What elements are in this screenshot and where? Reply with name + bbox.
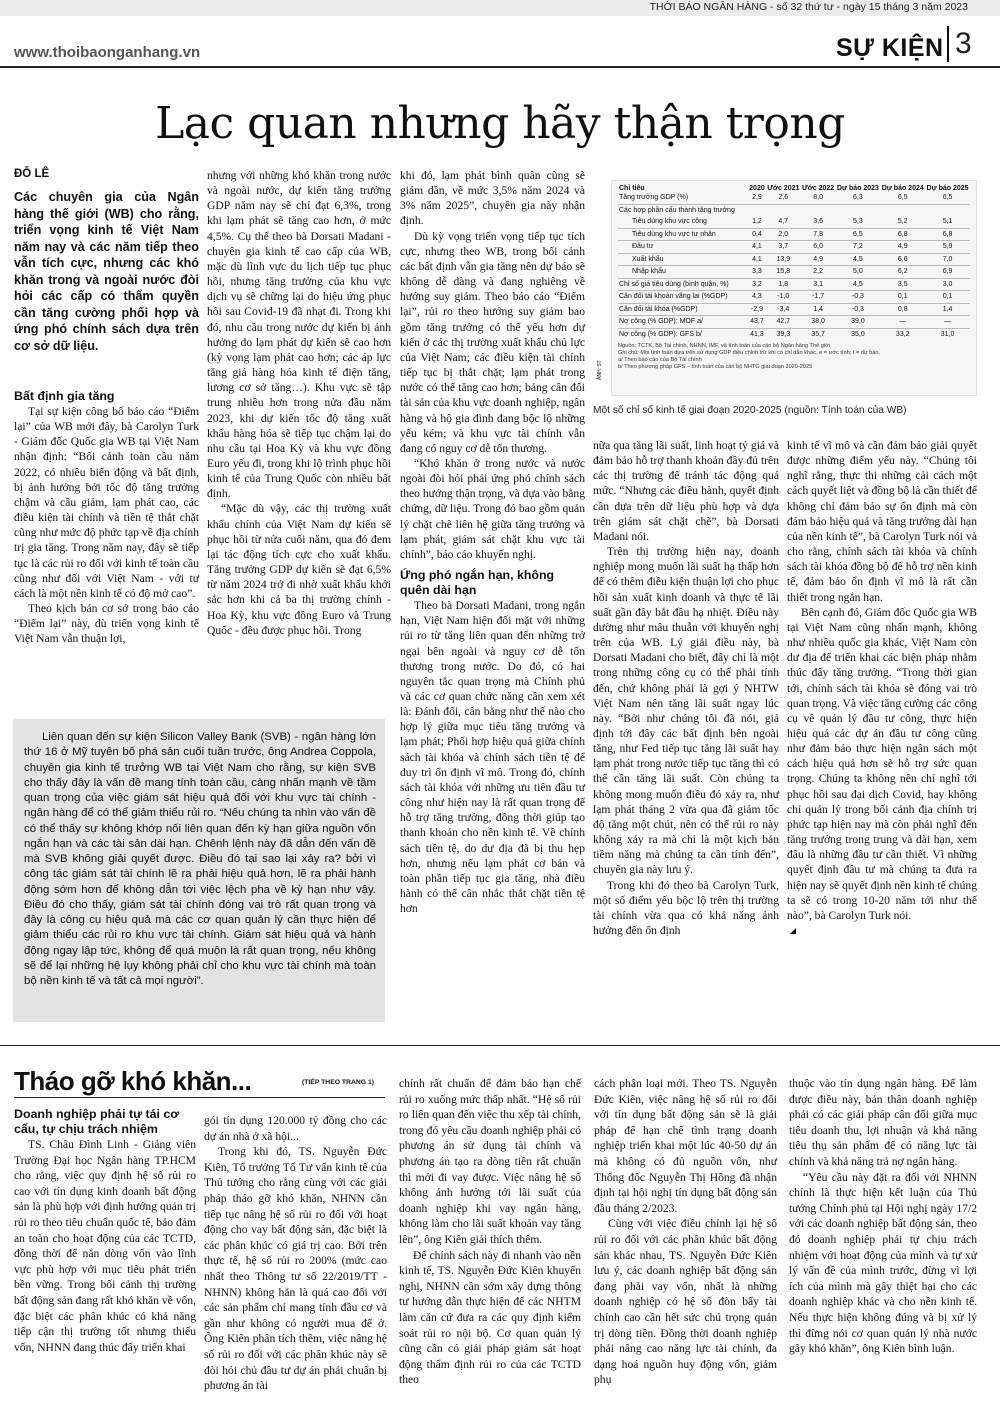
table-row: [618, 278, 970, 291]
table-cell: 5,2: [897, 218, 908, 226]
indicators-table: [618, 185, 970, 340]
table-row-label: Nhập khẩu: [618, 266, 748, 279]
second-subhead: Doanh nghiệp phải tự tái cơ cấu, tự chịu trách nhiệm: [14, 1107, 180, 1136]
table-cell: 6,9: [925, 266, 970, 279]
table-cell: 13,9: [766, 253, 801, 266]
table-cell: 3,5: [880, 278, 925, 291]
table-cell: 5,0: [836, 266, 881, 279]
indicators-figure: [593, 166, 989, 420]
table-cell: 0,8: [880, 303, 925, 316]
paragraph: Trên thị trường hiện nay, doanh nghiệp mong muốn lãi suất hạ thấp hơn để có thêm điều kiện thuận lợi cho phục hồi sản xuất kinh doanh và thực tế lãi suất gần đây bắt đầu hạ nhiệt. Điều này dường như mâu thuẫn với khuyến nghị trên của WB. Lý giải điều này, bà Dorsati Madani cho biết, đây chỉ là một trong những công cụ có thể phải tính đến, chứ không phải là gợi ý NHTW Việt Nam nên tăng lãi suất ngay lúc này. “Bởi như chúng tôi đã nói, giả định tới đây các bất định bên ngoài tăng, như Fed tiếp tục tăng lãi suất hay lạm phát trong nước tiếp tục tăng thì có thể cần tăng lãi suất. Còn chúng ta không mong muốn điều đó xảy ra, như lạm phát tháng 2 vừa qua đã giảm tốc độ tăng một chút, nên có thể rủi ro này không xảy ra mà chỉ là một kịch bản tiềm năng mà chúng ta cần tính đến”, chuyên gia này lưu ý.: [593, 545, 779, 877]
table-row-label: Tiêu dùng khu vực tư nhân: [618, 228, 748, 241]
article-headline: Lạc quan nhưng hãy thận trọng: [155, 98, 845, 149]
table-cell: —: [880, 316, 925, 329]
table-cell: [880, 204, 925, 216]
table-cell: 3,2: [748, 278, 766, 291]
table-cell: 1,4: [925, 303, 970, 316]
table-cell: 1,4: [801, 303, 836, 316]
paragraph: Theo bà Dorsati Madani, trong ngắn hạn, Việt Nam hiện đối mặt với những rủi ro từ tăng liên quan đến những trở ngại bên ngoài và nguy cơ dễ tổn thương trong nước. Do đó, có hai nguyên tắc quan trọng mà Chính phủ và các cơ quan chức năng cần xem xét là: Đánh đổi, cân bằng như thế nào cho hợp lý giữa mục tiêu tăng trưởng và lạm phát; Phối hợp hiệu quả giữa chính sách tài khóa và chính sách tiền tệ để duy trì ổn định vĩ mô. Trong đó, chính sách tài khóa với những ưu tiên đầu tư công như hiện nay là rất quan trọng để hỗ trợ tăng trưởng, đồng thời giúp tạo thanh khoản cho nền kinh tế. Về chính sách tiền tệ, do dư địa đã bị thu hẹp hơn, nhưng nếu lạm phát cơ bản và toàn phần tiếp tục gia tăng, nhà điều hành có thể cân nhắc thắt chặt tiền tệ hơn: [400, 599, 585, 916]
paragraph: Để chính sách này đi nhanh vào nền kinh tế, TS. Nguyễn Đức Kiên khuyến nghị, NHNN cần sớm xây dựng thông tư hướng dẫn thực hiện để các NHTM làm căn cứ đưa ra các quy định kiểm soát rủi ro nội bộ. Cơ quan quản lý cũng cần có giải pháp giám sát hoạt động thẩm định rủi ro của các TCTD theo: [399, 1248, 581, 1387]
table-cell: -0,3: [836, 291, 881, 304]
table-cell: [925, 204, 970, 216]
paragraph: gói tín dụng 120.000 tỷ đồng cho các dự án nhà ở xã hội...: [204, 1114, 387, 1143]
paragraph: “Yêu cầu này đặt ra đối với NHNN chính là thực hiện kết luận của Thủ tướng Chính phủ tại Hội nghị ngày 17/2 với các doanh nghiệp bất động sản, theo đó doanh nghiệp phải tự chịu trách nhiệm với hoạt động của mình và tự xử lý vấn đề của mình trước, đừng vì lợi ích của mình mà gây thiệt hại cho các doanh nghiệp khác và cho nền kinh tế. Nếu thực hiện không đúng và bị xử lý thì đừng nói cơ quan quản lý nhà nước gây khó khăn”, ông Kiên bình luận.: [789, 1170, 977, 1356]
second-headline: Tháo gỡ khó khăn...: [14, 1066, 252, 1096]
table-cell: 3,1: [801, 278, 836, 291]
byline: ĐỖ LÊ: [14, 168, 50, 180]
paragraph: nữa qua tăng lãi suất, linh hoạt tỷ giá và đảm bảo hỗ trợ thanh khoản đầy đủ trên các thị trường để tránh tác động quá mức. “Nhưng các điều hành, quyết định cần dựa trên dữ liệu phù hợp và dựa trên giám sát chặt chẽ”, bà Dorsati Madani nói.: [593, 439, 779, 543]
table-cell: -0,3: [836, 303, 881, 316]
masthead-rule: [0, 66, 1000, 68]
table-header-cell: Dự báo 2024: [881, 185, 924, 192]
second-col-2: [204, 1113, 387, 1394]
table-cell: 4,9: [801, 253, 836, 266]
paragraph: Theo kịch bản cơ sở trong báo cáo “Điểm lại” này, dù triển vọng kinh tế Việt Nam vẫn thuận lợi,: [14, 602, 199, 646]
table-cell: -1,0: [766, 291, 801, 304]
table-cell: 4,5: [836, 278, 881, 291]
table-cell: [836, 204, 881, 216]
table-note: Ghi chú: Mọi tính toán dựa trên sử dụng GDP điều chỉnh trừ khi có chỉ dẫn khác. e = ước tính; f = dự báo.: [618, 350, 881, 357]
table-row-label: Đầu tư: [618, 241, 748, 254]
paragraph: Liên quan đến sự kiện Silicon Valley Bank (SVB) - ngân hàng lớn thứ 16 ở Mỹ tuyên bố phá sản cuối tuần trước, ông Andrea Coppola, chuyên gia kinh tế trưởng WB tại Việt Nam cho rằng, sự kiện SVB cho thấy đây là vấn đề mang tính toàn cầu, càng nhấn mạnh về tầm quan trọng của việc giám sát hiệu quả đối với khu vực tài chính - ngân hàng để có thể giảm thiểu rủi ro. “Nếu chúng ta nhìn vào vấn đề có thể thấy sự không khớp nối liên quan đến kỳ hạn giữa nguồn vốn ngắn hạn và các tài sản dài hạn. Chênh lệnh này đã dẫn đến vấn đề mà SVB không giải quyết được. Điều đó tại sao lại xảy ra? bởi vì công tác giám sát tài chính lẽ ra phải hiệu quả hơn, lẽ ra phải hành động sớm hơn để không dẫn tới việc lệch pha về kỳ hạn như vậy. Điều đó cho thấy, giám sát tài chính đóng vai trò rất quan trọng và đây là công cụ hiệu quả mà các cơ quan quản lý cần thực hiện để giảm thiểu các rủi ro khu vực tài chính. Giám sát hiệu quả và hành động ngay lập tức, không để quá muộn là rất quan trọng, nếu không sẽ để lại những hệ lụy không phải chỉ cho khu vực tài chính mà toàn bộ nền kinh tế và tất cả mọi người”.: [24, 731, 376, 987]
table-row-label: Nợ công (% GDP): GFS b/: [618, 328, 748, 340]
second-col-1: [14, 1107, 196, 1355]
table-cell: 6,0: [801, 241, 836, 254]
paragraph: Trong khi đó, TS. Nguyễn Đức Kiên, Tổ trưởng Tổ Tư vấn kinh tế của Thủ tướng cho rằng cùng với các giải pháp tháo gỡ khó khăn, NHNN cần tiếp tục nâng hệ số rủi ro đối với hoạt động cho vay bất động sản, đặc biệt là các phân khúc có giá trị cao. Bởi trên thực tế, hệ số rủi ro 200% (mức cao nhất theo Thông tư số 22/2019/TT - NHNN) không hẳn là quá cao đối với các sản phẩm chỉ mang tính đầu cơ và gần như không có người mua để ở. Ông Kiên phân tích thêm, việc nâng hệ số rủi ro đối với các phân khúc này sẽ đòi hỏi chủ đầu tư dự án phải chuẩn bị phương án tài: [204, 1145, 387, 1393]
table-cell: 2,6: [778, 194, 789, 202]
table-cell: 4,9: [880, 241, 925, 254]
table-row-label: Chỉ số giá tiêu dùng (bình quân, %): [618, 278, 748, 291]
table-cell: 6,3: [853, 194, 863, 202]
second-rule: [14, 1097, 385, 1098]
table-row: [618, 192, 970, 204]
table-row: [618, 228, 970, 241]
table-cell: 0,4: [748, 228, 766, 241]
website-url[interactable]: www.thoibaonganhang.vn: [14, 44, 201, 61]
table-cell: 4,7: [778, 218, 789, 226]
table-row: [618, 266, 970, 279]
table-header-cell: Ước 2021: [767, 185, 800, 192]
article-col-4: [593, 438, 779, 938]
issue-info: THỜI BÁO NGÂN HÀNG - số 32 thứ tư - ngày 15 tháng 3 năm 2023: [649, 1, 968, 13]
table-cell: 3,0: [925, 278, 970, 291]
paragraph: “Khó khăn ở trong nước và nước ngoài đòi hỏi phải ứng phó chính sách theo hướng thận trọng, và dựa vào bằng chứng, dữ liệu. Trong đó bao gồm quản lý chặt chẽ liên hệ giữa tăng trưởng và lạm phát, giám sát chặt khu vực tài chính”, báo cáo khuyến nghị.: [400, 456, 585, 561]
table-cell: -3,4: [766, 303, 801, 316]
table-row-label: Các hợp phần cấu thành tăng trưởng: [618, 204, 748, 216]
table-cell: 4,1: [748, 253, 766, 266]
sapo: Các chuyên gia của Ngân hàng thế giới (WB) cho rằng, triển vọng kinh tế Việt Nam năm nay và các năm tiếp theo vẫn tích cực, nhưng các khó khăn trong và ngoài nước đòi hỏi các cấp có thẩm quyền cần tăng cường phối hợp và ứng phó chính sách dựa trên cơ sở dữ liệu.: [14, 190, 199, 353]
paragraph: TS. Châu Đình Linh - Giảng viên Trường Đại học Ngân hàng TP.HCM cho rằng, việc quy định hệ số rủi ro cao với tín dụng kinh doanh bất động sản là phù hợp với định hướng quản trị rủi ro theo tiêu chuẩn quốc tế, bảo đảm an toàn cho hoạt động của các TCTD, đồng thời để nắn dòng vốn vào lĩnh vực phù hợp với mục tiêu phát triển bền vững. Trong bối cảnh thị trường bất động sản đang rất khó khăn về vốn, đặc biệt các phân khúc có khả năng tiếp cận thị trường tốt nhưng thiếu vốn, NHNN đang thúc đẩy triển khai: [14, 1138, 196, 1354]
table-cell: 38,0: [801, 316, 836, 329]
article-col-2: [207, 168, 391, 638]
paragraph: Bên cạnh đó, Giám đốc Quốc gia WB tại Việt Nam cũng nhấn mạnh, không như nhiều quốc gia khác, Việt Nam còn dư địa để triển khai các biện pháp nhằm thúc đẩy tăng trưởng. “Trong thời gian tới, chính sách tài khóa sẽ đóng vai trò quan trọng. Và việc tăng cường các công cụ về quản lý đầu tư công, thực hiện hiệu quả các dự án đầu tư công cũng như đảm bảo thực hiện ngân sách một cách hiệu quả hơn sẽ hỗ trợ sức quan trọng. Chúng ta không nên chỉ nghĩ tới phục hồi sau đại dịch Covid, hay không chỉ quản lý trong bối cảnh địa chính trị phức tạp hiện nay mà còn phải nghĩ đến tăng trưởng trong trung và dài hạn, xem đâu là những đầu tư cần thiết. Vì những quyết định đầu tư mà chúng ta đưa ra hiện nay sẽ quyết định nền kinh tế chúng ta sẽ có trong 10-20 năm tới như thế nào”, bà Carolyn Turk nói.: [787, 605, 977, 922]
paragraph: thuộc vào tín dụng ngân hàng. Để làm được điều này, bản thân doanh nghiệp phải có các giải pháp cân đối giữa mục tiêu doanh thu, lợi nhuận và khả năng tiêu thụ sản phẩm để có năng lực tài chính và khả năng trả nợ ngân hàng.: [789, 1077, 977, 1168]
table-row: [618, 216, 970, 228]
paragraph: nhưng với những khó khăn trong nước và ngoài nước, dự kiến tăng trưởng GDP năm nay sẽ chỉ đạt 6,3%, trong khi lạm phát sẽ tăng cao hơn, ở mức 4,5%. Cụ thể theo bà Dorsati Madani - chuyên gia kinh tế cao cấp của WB, mặc dù lĩnh vực du lịch tiếp tục phục hồi, nhưng tăng trưởng của khu vực dịch vụ sẽ chững lại do hiệu ứng phục hồi sau Covid-19 đã nhạt đi. Trong khi đó, nhu cầu trong nước dự kiến bị ảnh hưởng do lạm phát dự kiến sẽ cao hơn (kỳ vọng lạm phát cao hơn; các áp lực tăng giá hàng hóa kinh tế điện tăng, lương cơ sở tăng…). Khu vực sẽ tập trung nhiều hơn trong nửa đầu năm 2023, khi dự kiến tốc độ tăng xuất khẩu hàng hóa sẽ tiếp tục chậm lại do nhu cầu tại Hoa Kỳ và khu vực đồng Euro yếu đi, trong khi lộ trình phục hồi kinh tế của Trung Quốc còn nhiều bất định.: [207, 169, 391, 501]
table-cell: 1,8: [766, 278, 801, 291]
article-col-1: [14, 389, 199, 647]
table-cell: 5,3: [853, 218, 863, 226]
table-cell: 4,5: [836, 253, 881, 266]
table-row-label: Tăng trưởng GDP (%): [619, 194, 689, 202]
page-number: 3: [947, 26, 972, 62]
table-cell: 6,6: [880, 253, 925, 266]
table-cell: 6,8: [925, 228, 970, 241]
article-divider: [0, 1045, 1000, 1046]
table-row: [618, 253, 970, 266]
subhead-response: Ứng phó ngắn hạn, không quên dài hạn: [400, 568, 555, 598]
table-row-label: Tiêu dùng khu vực công: [632, 218, 707, 226]
table-cell: 5,9: [925, 241, 970, 254]
table-cell: [801, 204, 836, 216]
table-cell: 6,2: [880, 266, 925, 279]
indicators-table-image: [611, 180, 977, 396]
table-cell: —: [925, 316, 970, 329]
table-cell: 35,7: [801, 328, 836, 340]
table-cell: 3,7: [766, 241, 801, 254]
table-row: [618, 241, 970, 254]
paragraph: cách phân loại mới. Theo TS. Nguyễn Đức Kiên, việc nâng hệ số rủi ro đối với tín dụng bất động sản sẽ là giải pháp để hạn chế tình trạng doanh nghiệp triển khai một lúc 40-50 dự án mà không có đủ nguồn vốn, như Thống đốc Nguyễn Thị Hồng đã nhận định tại hội nghị tín dụng bất động sản đầu tháng 2/2023.: [594, 1077, 777, 1215]
table-cell: 1,2: [752, 218, 762, 226]
table-row: [618, 316, 970, 329]
table-header-cell: Ước 2022: [802, 185, 835, 192]
paragraph: kinh tế vĩ mô và cần đảm bảo giải quyết được những điểm yếu này. “Chúng tôi nghĩ rằng, thực thi những cải cách một cách quyết liệt và đồng bộ là cần thiết để không chỉ đảm bảo sự ổn định mà còn đảm bảo hiệu quả và tăng trưởng dài hạn của nền kinh tế”, bà Carolyn Turk nói và cho rằng, chính sách tài khóa và chính sách tài khóa đồng bộ để hỗ trợ nền kinh tế, đảm bảo ổn định vĩ mô là rất cần thiết trong ngắn hạn.: [787, 439, 977, 604]
paragraph: Dù kỳ vọng triển vọng tiếp tục tích cực, nhưng theo WB, trong bối cảnh các bất định vẫn gia tăng nên dự báo sẽ không dễ dàng và đang nghiêng về hướng suy giảm. Theo báo cáo “Điểm lại”, rủi ro theo hướng suy giảm bao gồm tăng trưởng có thể yếu hơn dự kiến ở các thị trường xuất khẩu chủ lực của Việt Nam; các điều kiện tài chính tiếp tục bị thắt chặt; lạm phát trong nước có thể tăng cao hơn; bảng cân đối tài sản của khu vực doanh nghiệp, ngân hàng và hộ gia đình đang bộc lộ những yếu kém; và khu vực tài chính vẫn đang có nguy cơ dễ tổn thương.: [400, 229, 585, 455]
section-title: SỰ KIỆN: [836, 34, 944, 62]
table-cell: 3,6: [813, 218, 823, 226]
table-cell: 42,7: [766, 316, 801, 329]
photo-credit: ẢNH: ST: [597, 360, 603, 380]
table-cell: 31,0: [925, 328, 970, 340]
table-row: [618, 328, 970, 340]
table-row: [618, 204, 970, 216]
table-cell: 39,3: [766, 328, 801, 340]
table-header-cell: Dự báo 2025: [926, 185, 969, 192]
table-row-label: Cân đối tài khoản vãng lai (%GDP): [618, 291, 748, 304]
table-header-cell: Chỉ tiêu: [619, 185, 645, 192]
table-cell: -2,9: [748, 303, 766, 316]
table-cell: 7,0: [925, 253, 970, 266]
table-cell: 43,7: [748, 316, 766, 329]
subhead-uncertainty: Bất định gia tăng: [14, 389, 115, 403]
table-cell: 7,2: [836, 241, 881, 254]
figure-caption: Một số chỉ số kinh tế giai đoạn 2020-2025 (nguồn: Tính toán của WB): [593, 405, 907, 416]
table-cell: 8,0: [813, 194, 823, 202]
second-col-3: [399, 1076, 581, 1388]
table-note-b: b/ Theo phương pháp GFS – tính toán của cán bộ NHTG giai đoạn 2020-2025: [618, 364, 813, 371]
table-cell: 3,3: [748, 266, 766, 279]
table-source: Nguồn: TCTK, Bộ Tài chính, NHNN, IMF, và tính toán của cán bộ Ngân hàng Thế giới: [618, 343, 830, 349]
second-col-5: [789, 1076, 977, 1357]
paragraph: chính rất chuẩn để đảm bảo hạn chế rủi ro xuống mức thấp nhất. “Hệ số rủi ro liên quan đến việc thu xếp tài chính, trong đó yêu cầu doanh nghiệp phải có phương án sử dụng tài chính và phương án tạo ra dòng tiền rất chuẩn thì mới đi vay được. Việc nâng hệ số không ảnh hưởng tới lãi suất của doanh nghiệp khi vay ngân hàng, không làm cho lãi suất khoản vay tăng lên”, ông Kiên giải thích thêm.: [399, 1077, 581, 1246]
table-cell: 4,1: [748, 241, 766, 254]
table-row-label: Nợ công (% GDP): MOF a/: [618, 316, 748, 329]
table-row-label: Xuất khẩu: [618, 253, 748, 266]
table-row-label: Cân đối tài khóa (%GDP): [618, 303, 748, 316]
table-cell: 35,0: [836, 328, 881, 340]
table-header-cell: 2020: [749, 185, 765, 192]
table-cell: 6,5: [836, 228, 881, 241]
end-mark-icon: [790, 928, 796, 934]
table-cell: 0,1: [880, 291, 925, 304]
paragraph: Cùng với việc điều chỉnh lại hệ số rủi ro đối với các phân khúc bất động sản khác nhau, TS. Nguyễn Đức Kiên lưu ý, các doanh nghiệp bất động sản đang phải vay vốn, nhất là những doanh nghiệp có hệ số đòn bẩy tài chính cao cần hết sức chú trọng quản trị dòng tiền. Đồng thời doanh nghiệp phải nâng cao năng lực tài chính, đa dạng hoá nguồn huy động vốn, giảm phụ: [594, 1217, 777, 1387]
table-cell: 6,8: [880, 228, 925, 241]
table-cell: 41,3: [748, 328, 766, 340]
table-row: [618, 303, 970, 316]
table-cell: -1,7: [801, 291, 836, 304]
paragraph: Trong khi đó theo bà Carolyn Turk, một số điểm yếu bộc lộ trên thị trường tài chính vừa qua có khả năng ảnh hưởng đến ổn định: [593, 878, 779, 937]
table-cell: 2,9: [752, 194, 762, 202]
table-cell: 39,0: [836, 316, 881, 329]
svb-box-text: [24, 730, 376, 989]
table-cell: 4,3: [748, 291, 766, 304]
table-cell: 0,1: [925, 291, 970, 304]
table-cell: [748, 204, 766, 216]
table-header-cell: Dự báo 2023: [836, 185, 879, 192]
table-cell: 15,8: [766, 266, 801, 279]
table-cell: 6,5: [897, 194, 908, 202]
table-cell: 6,5: [942, 194, 953, 202]
continued-label: (TIẾP THEO TRANG 1): [302, 1079, 375, 1086]
article-col-5: [787, 438, 977, 938]
table-cell: 2,2: [801, 266, 836, 279]
second-col-4: [594, 1076, 777, 1388]
table-row: [618, 291, 970, 304]
table-cell: 33,2: [880, 328, 925, 340]
table-cell: [766, 204, 801, 216]
article-col-3: [400, 168, 585, 916]
table-cell: 5,1: [942, 218, 953, 226]
paragraph: Tại sự kiện công bố báo cáo “Điểm lại” của WB mới đây, bà Carolyn Turk - Giám đốc Quốc gia WB tại Việt Nam nhận định: “Bối cảnh toàn cầu năm 2022, có nhiều biến động và bất định, bị ảnh hưởng bởi tốc độ tăng trưởng chậm và cầu giảm, lạm phát cao, các điều kiện tài chính và tiền tệ thắt chặt cũng như mức độ phức tạp về địa chính trị gia tăng. Trong năm nay, đây sẽ tiếp tục là các rủi ro đối với kinh tế toàn cầu cũng như đối với Việt Nam - với tư cách là một nền kinh tế có độ mở cao”.: [14, 405, 199, 600]
table-cell: 2,0: [766, 228, 801, 241]
paragraph: khi đó, lạm phát bình quân cũng sẽ giảm dần, về mức 3,5% năm 2024 và 3% năm 2025”, chuyên gia này nhận định.: [400, 169, 585, 228]
table-note-a: a/ Theo báo cáo của Bộ Tài chính: [618, 357, 702, 364]
table-cell: 7,8: [801, 228, 836, 241]
paragraph: “Mặc dù vậy, các thị trường xuất khẩu chính của Việt Nam dự kiến sẽ phục hồi từ nửa cuối năm, qua đó đem lại tác động tích cực cho xuất khẩu. Tăng trưởng GDP dự kiến sẽ đạt 6,5% từ năm 2024 trở đi nhờ xuất khẩu khởi sắc hơn khi cả ba thị trường chính - Hoa Kỳ, khu vực đồng Euro và Trung Quốc - đều được phục hồi. Trong: [207, 502, 391, 637]
